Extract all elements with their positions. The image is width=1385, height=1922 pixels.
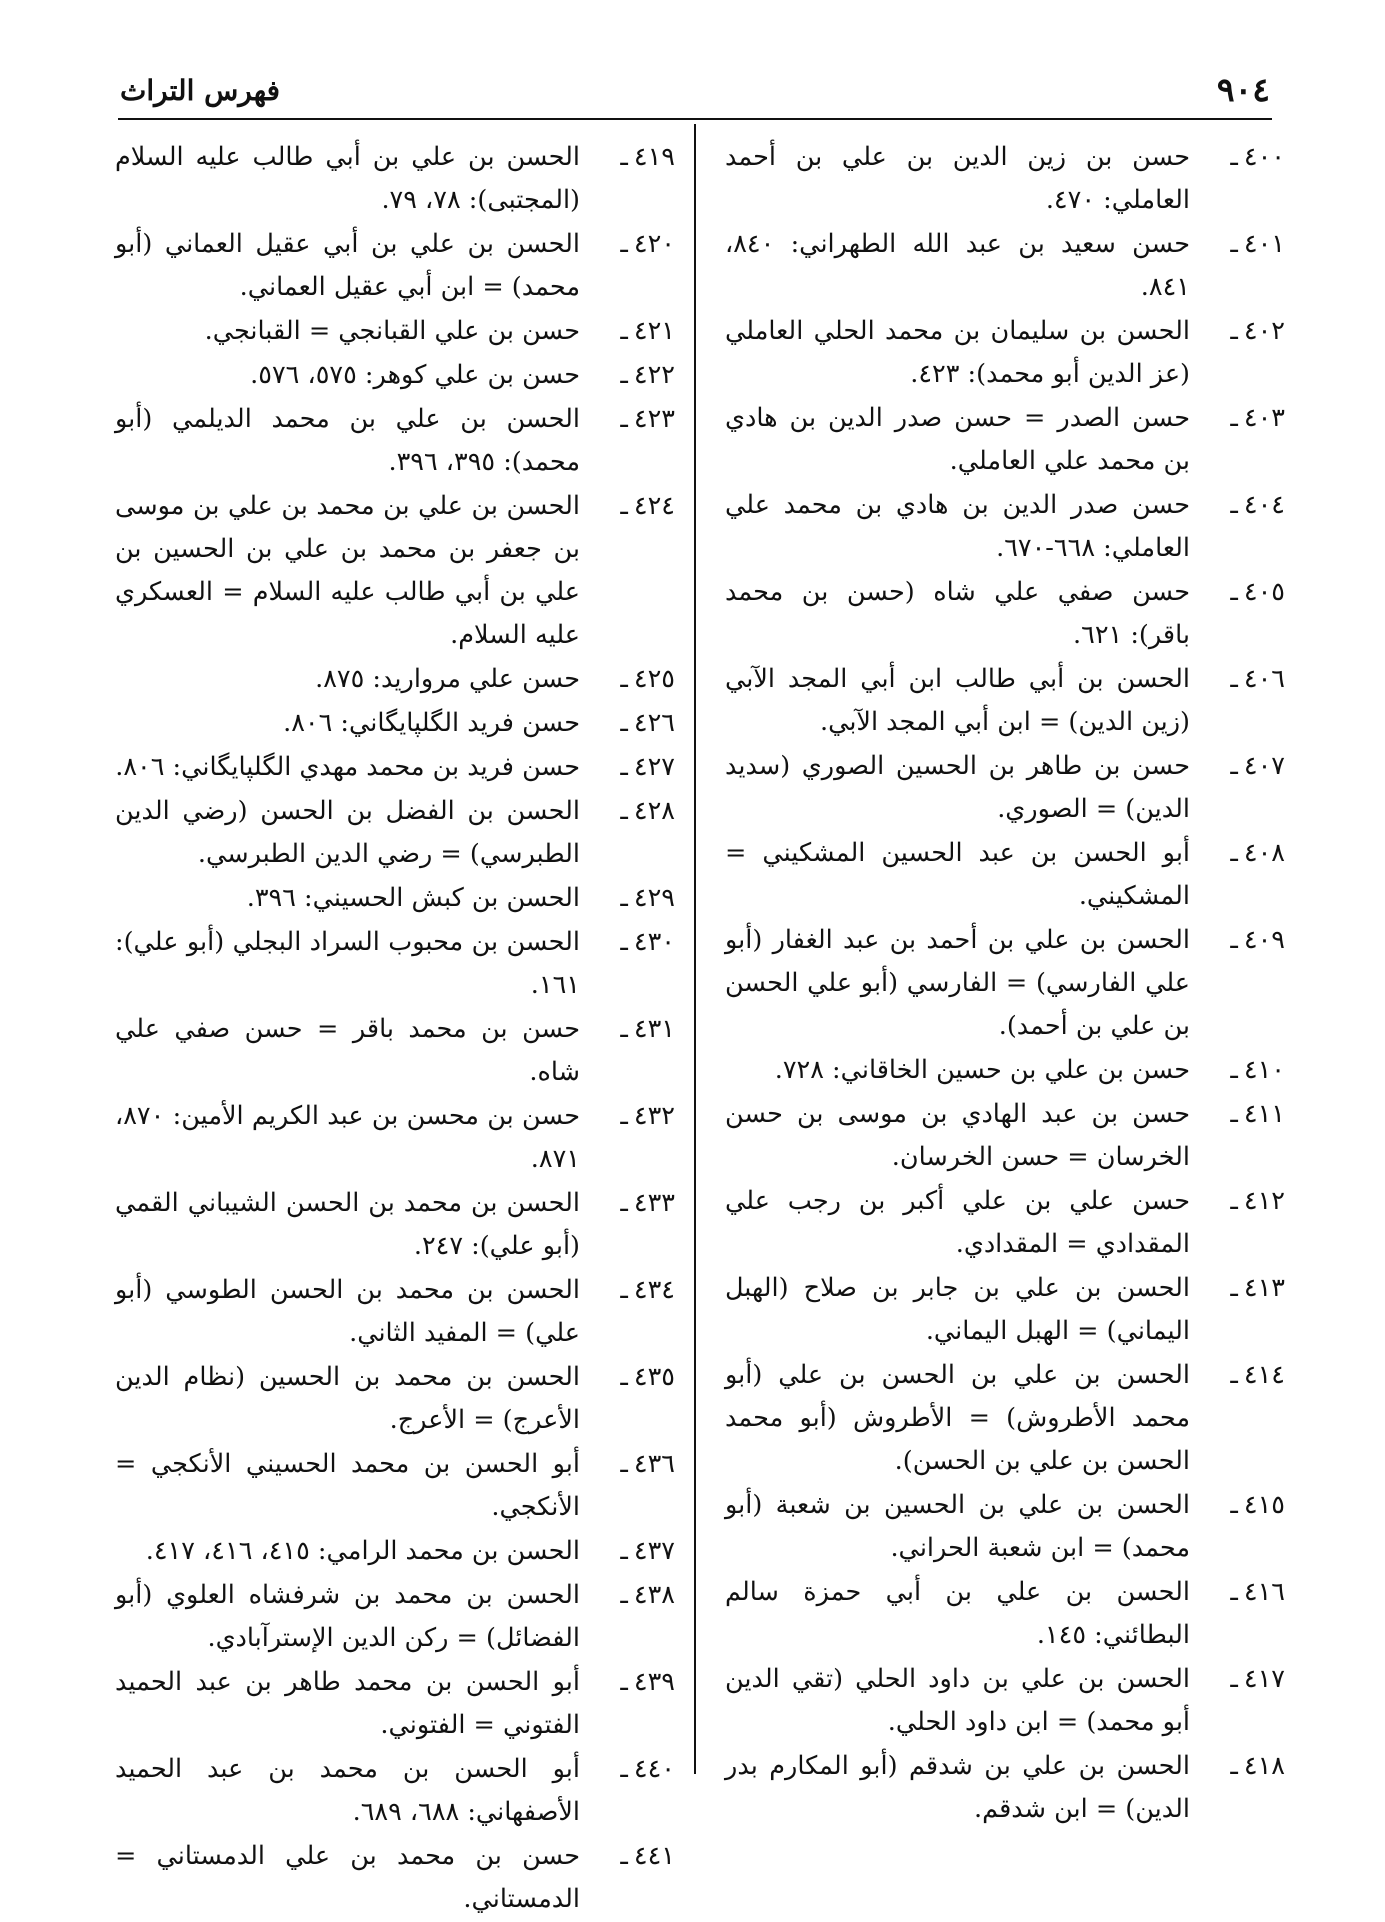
entry-dash: ـ	[1230, 664, 1238, 694]
entry-number	[585, 1269, 675, 1312]
entry-dash: ـ	[1230, 1055, 1238, 1085]
entry-number	[585, 1443, 675, 1486]
entry-number-value: ٤٣٠	[633, 927, 675, 957]
entry-number-value: ٤٤١	[633, 1841, 675, 1871]
index-entry	[115, 1835, 675, 1921]
entry-dash: ـ	[620, 1580, 628, 1610]
entry-dash: ـ	[620, 1667, 628, 1697]
entry-text: حسن بن علي كوهر: ٥٧٥، ٥٧٦.	[250, 360, 580, 390]
entry-number-value: ٤٢٢	[633, 360, 675, 390]
index-entry	[115, 1356, 675, 1442]
entry-text: الحسن بن علي بن محمد بن علي بن موسى بن جعفر بن محمد بن علي بن الحسين بن علي بن أبي طالب عليه السلام = العسكري عليه السلام.	[115, 491, 580, 650]
entry-number-value: ٤٢٠	[633, 229, 675, 259]
entry-dash: ـ	[620, 142, 628, 172]
entry-number-value: ٤٢٧	[633, 752, 675, 782]
index-entry	[115, 354, 675, 397]
entry-text: الحسن بن محمد بن الحسين (نظام الدين الأعرج) = الأعرج.	[115, 1362, 580, 1435]
index-entry	[115, 398, 675, 484]
entry-text: حسن سعيد بن عبد الله الطهراني: ٨٤٠، ٨٤١.	[725, 229, 1190, 302]
entry-number-value: ٤١١	[1243, 1099, 1285, 1129]
entry-text: الحسن بن سليمان بن محمد الحلي العاملي (عز الدين أبو محمد): ٤٢٣.	[725, 316, 1190, 389]
entry-number	[1195, 1571, 1285, 1614]
entry-dash: ـ	[1230, 403, 1238, 433]
index-entry	[725, 1049, 1285, 1092]
entry-dash: ـ	[1230, 142, 1238, 172]
entry-text: الحسن بن محبوب السراد البجلي (أبو علي): ١٦١.	[115, 927, 580, 1000]
entry-text: الحسن بن الفضل بن الحسن (رضي الدين الطبرسي) = رضي الدين الطبرسي.	[115, 796, 580, 869]
entry-number-value: ٤٣٤	[633, 1275, 675, 1305]
entry-dash: ـ	[1230, 1490, 1238, 1520]
entry-number-value: ٤٢٤	[633, 491, 675, 521]
entry-number	[585, 1748, 675, 1791]
entry-text: الحسن بن علي بن أبي حمزة سالم البطائني: ١٤٥.	[725, 1577, 1190, 1650]
entry-number	[1195, 484, 1285, 527]
index-entry	[725, 571, 1285, 657]
entry-text: الحسن بن علي بن الحسن بن علي (أبو محمد الأطروش) = الأطروش (أبو محمد الحسن بن علي بن الحسن).	[725, 1360, 1190, 1476]
index-entry	[115, 1574, 675, 1660]
index-entry	[725, 484, 1285, 570]
entry-dash: ـ	[1230, 229, 1238, 259]
index-entry	[725, 745, 1285, 831]
entry-number	[585, 1661, 675, 1704]
entry-number	[585, 790, 675, 833]
entry-text: أبو الحسن بن محمد الحسيني الأنكجي = الأنكجي.	[115, 1449, 580, 1522]
entry-text: الحسن بن علي بن أبي عقيل العماني (أبو محمد) = ابن أبي عقيل العماني.	[115, 229, 580, 302]
entry-number	[585, 921, 675, 964]
entry-number-value: ٤١٧	[1243, 1664, 1285, 1694]
entry-dash: ـ	[620, 1188, 628, 1218]
entry-number-value: ٤٢٩	[633, 883, 675, 913]
entry-dash: ـ	[620, 404, 628, 434]
entry-number-value: ٤٠٩	[1243, 925, 1285, 955]
entry-text: الحسن بن علي بن أبي طالب عليه السلام (المجتبى): ٧٨، ٧٩.	[115, 142, 580, 215]
page-number: ٩٠٤	[1216, 70, 1270, 109]
entry-dash: ـ	[1230, 1664, 1238, 1694]
index-entry	[115, 1269, 675, 1355]
entry-dash: ـ	[620, 927, 628, 957]
index-entry	[115, 1008, 675, 1094]
index-entry	[115, 921, 675, 1007]
entry-dash: ـ	[620, 1536, 628, 1566]
entry-number	[1195, 1180, 1285, 1223]
index-entry	[725, 1571, 1285, 1657]
entry-dash: ـ	[1230, 577, 1238, 607]
entry-number-value: ٤٣٦	[633, 1449, 675, 1479]
entry-dash: ـ	[1230, 751, 1238, 781]
entry-number-value: ٤٣٨	[633, 1580, 675, 1610]
entry-number-value: ٤١٦	[1243, 1577, 1285, 1607]
index-entry	[725, 397, 1285, 483]
entry-number	[1195, 1745, 1285, 1788]
entry-dash: ـ	[1230, 490, 1238, 520]
entry-number-value: ٤١٨	[1243, 1751, 1285, 1781]
entry-text: حسن بن علي القبانجي = القبانجي.	[204, 316, 580, 346]
entry-number-value: ٤١٢	[1243, 1186, 1285, 1216]
entry-dash: ـ	[620, 1101, 628, 1131]
entry-number-value: ٤٠٢	[1243, 316, 1285, 346]
entry-text: حسن بن علي بن حسين الخاقاني: ٧٢٨.	[774, 1055, 1190, 1085]
entry-text: الحسن بن محمد الرامي: ٤١٥، ٤١٦، ٤١٧.	[145, 1536, 580, 1566]
entry-text: الحسن بن علي بن الحسين بن شعبة (أبو محمد) = ابن شعبة الحراني.	[725, 1490, 1190, 1563]
entry-number-value: ٤٠٨	[1243, 838, 1285, 868]
entry-dash: ـ	[1230, 1099, 1238, 1129]
index-entry	[725, 1658, 1285, 1744]
entry-number	[585, 223, 675, 266]
entry-dash: ـ	[1230, 1360, 1238, 1390]
entry-dash: ـ	[1230, 838, 1238, 868]
entry-dash: ـ	[1230, 1186, 1238, 1216]
entry-text: الحسن بن علي بن جابر بن صلاح (الهبل اليماني) = الهبل اليماني.	[725, 1273, 1190, 1346]
entry-text: حسن بن محمد بن علي الدمستاني = الدمستاني.	[115, 1841, 580, 1914]
index-entry	[725, 832, 1285, 918]
entry-number	[585, 702, 675, 745]
entry-text: أبو الحسن بن محمد طاهر بن عبد الحميد الفتوني = الفتوني.	[115, 1667, 580, 1740]
index-entry	[115, 1748, 675, 1834]
index-entry	[115, 1443, 675, 1529]
index-entry	[725, 1267, 1285, 1353]
entry-dash: ـ	[620, 316, 628, 346]
entry-dash: ـ	[620, 708, 628, 738]
entry-text: الحسن بن أبي طالب ابن أبي المجد الآبي (زين الدين) = ابن أبي المجد الآبي.	[725, 664, 1190, 737]
index-entry	[115, 702, 675, 745]
entry-number	[585, 1574, 675, 1617]
index-entry	[725, 658, 1285, 744]
entry-text: حسن بن محسن بن عبد الكريم الأمين: ٨٧٠، ٨٧١.	[115, 1101, 580, 1174]
left-column	[115, 136, 675, 1922]
entry-dash: ـ	[1230, 316, 1238, 346]
entry-number-value: ٤٣٢	[633, 1101, 675, 1131]
index-entry	[115, 790, 675, 876]
entry-dash: ـ	[620, 1754, 628, 1784]
entry-number	[585, 1835, 675, 1878]
entry-number	[585, 1095, 675, 1138]
entry-number-value: ٤٤٠	[633, 1754, 675, 1784]
entry-dash: ـ	[620, 1014, 628, 1044]
entry-text: الحسن بن كبش الحسيني: ٣٩٦.	[246, 883, 580, 913]
entry-text: حسن بن زين الدين بن علي بن أحمد العاملي: ٤٧٠.	[725, 142, 1190, 215]
entry-number	[585, 1530, 675, 1573]
entry-number-value: ٤٣١	[633, 1014, 675, 1044]
entry-number-value: ٤٠١	[1243, 229, 1285, 259]
entry-number	[1195, 1484, 1285, 1527]
entry-text: الحسن بن علي بن أحمد بن عبد الغفار (أبو علي الفارسي) = الفارسي (أبو علي الحسن بن علي بن أحمد).	[725, 925, 1190, 1041]
entry-number	[1195, 397, 1285, 440]
index-entry	[115, 1661, 675, 1747]
index-entry	[115, 310, 675, 353]
index-entry	[115, 877, 675, 920]
entry-number-value: ٤٣٩	[633, 1667, 675, 1697]
entry-text: حسن صفي علي شاه (حسن بن محمد باقر): ٦٢١.	[725, 577, 1190, 650]
entry-dash: ـ	[1230, 1273, 1238, 1303]
index-entry	[115, 746, 675, 789]
header-rule	[118, 118, 1272, 120]
entry-dash: ـ	[620, 752, 628, 782]
entry-dash: ـ	[620, 360, 628, 390]
entry-number-value: ٤٠٤	[1243, 490, 1285, 520]
entry-number	[585, 658, 675, 701]
entry-text: حسن فريد بن محمد مهدي الگلپايگاني: ٨٠٦.	[115, 752, 580, 782]
entry-text: أبو الحسن بن عبد الحسين المشكيني = المشكيني.	[725, 838, 1190, 911]
entry-text: حسن بن طاهر بن الحسين الصوري (سديد الدين) = الصوري.	[725, 751, 1190, 824]
entry-number	[585, 485, 675, 528]
right-column	[725, 136, 1285, 1832]
entry-number	[1195, 1093, 1285, 1136]
entry-number	[1195, 223, 1285, 266]
entry-number-value: ٤١٣	[1243, 1273, 1285, 1303]
entry-text: الحسن بن علي بن شدقم (أبو المكارم بدر الدين) = ابن شدقم.	[725, 1751, 1190, 1824]
entry-text: الحسن بن محمد بن الحسن الشيباني القمي (أبو علي): ٢٤٧.	[115, 1188, 580, 1261]
entry-number	[585, 877, 675, 920]
entry-number	[1195, 919, 1285, 962]
entry-number-value: ٤١٩	[633, 142, 675, 172]
entry-dash: ـ	[620, 1362, 628, 1392]
entry-number	[585, 398, 675, 441]
entry-number-value: ٤١٤	[1243, 1360, 1285, 1390]
entry-number	[585, 310, 675, 353]
index-entry	[725, 1093, 1285, 1179]
index-entry	[115, 1530, 675, 1573]
entry-number	[1195, 745, 1285, 788]
index-entry	[725, 1484, 1285, 1570]
entry-number	[585, 1182, 675, 1225]
entry-text: الحسن بن علي بن محمد الديلمي (أبو محمد): ٣٩٥، ٣٩٦.	[115, 404, 580, 477]
entry-number	[585, 1356, 675, 1399]
entry-dash: ـ	[620, 229, 628, 259]
index-entry	[725, 919, 1285, 1048]
index-entry	[725, 310, 1285, 396]
entry-text: حسن بن عبد الهادي بن موسى بن حسن الخرسان = حسن الخرسان.	[725, 1099, 1190, 1172]
entry-text: حسن صدر الدين بن هادي بن محمد علي العاملي: ٦٦٨-٦٧٠.	[725, 490, 1190, 563]
entry-number-value: ٤١٥	[1243, 1490, 1285, 1520]
entry-number	[1195, 832, 1285, 875]
entry-number	[1195, 1267, 1285, 1310]
entry-text: الحسن بن علي بن داود الحلي (تقي الدين أبو محمد) = ابن داود الحلي.	[725, 1664, 1190, 1737]
index-entry	[115, 658, 675, 701]
entry-text: الحسن بن محمد بن شرفشاه العلوي (أبو الفضائل) = ركن الدين الإسترآبادي.	[115, 1580, 580, 1653]
entry-dash: ـ	[620, 1841, 628, 1871]
entry-number	[585, 746, 675, 789]
entry-number	[1195, 1049, 1285, 1092]
column-divider	[694, 124, 696, 1774]
index-entry	[115, 136, 675, 222]
running-title: فهرس التراث	[120, 74, 281, 107]
entry-number-value: ٤٠٧	[1243, 751, 1285, 781]
entry-number-value: ٤٠٥	[1243, 577, 1285, 607]
entry-number-value: ٤٠٣	[1243, 403, 1285, 433]
entry-number-value: ٤٢٦	[633, 708, 675, 738]
index-entry	[115, 223, 675, 309]
entry-number-value: ٤٢٣	[633, 404, 675, 434]
entry-number-value: ٤٢٥	[633, 664, 675, 694]
entry-number	[1195, 571, 1285, 614]
entry-number-value: ٤٢٨	[633, 796, 675, 826]
entry-number-value: ٤٣٣	[633, 1188, 675, 1218]
entry-number	[1195, 1658, 1285, 1701]
entry-number	[1195, 136, 1285, 179]
entry-dash: ـ	[620, 796, 628, 826]
entry-number-value: ٤٣٥	[633, 1362, 675, 1392]
entry-number-value: ٤٠٦	[1243, 664, 1285, 694]
index-entry	[115, 1095, 675, 1181]
entry-number	[585, 136, 675, 179]
index-entry	[725, 223, 1285, 309]
entry-dash: ـ	[1230, 925, 1238, 955]
entry-text: حسن بن محمد باقر = حسن صفي علي شاه.	[115, 1014, 580, 1087]
entry-text: حسن علي بن علي أكبر بن رجب علي المقدادي = المقدادي.	[725, 1186, 1190, 1259]
index-entry	[725, 1354, 1285, 1483]
entry-dash: ـ	[1230, 1577, 1238, 1607]
entry-dash: ـ	[1230, 1751, 1238, 1781]
page-header	[120, 70, 1270, 118]
entry-dash: ـ	[620, 1275, 628, 1305]
entry-text: الحسن بن محمد بن الحسن الطوسي (أبو علي) = المفيد الثاني.	[115, 1275, 580, 1348]
index-entry	[725, 1745, 1285, 1831]
entry-number-value: ٤٢١	[633, 316, 675, 346]
entry-number-value: ٤١٠	[1243, 1055, 1285, 1085]
entry-text: حسن علي مرواريد: ٨٧٥.	[315, 664, 580, 694]
entry-number	[1195, 658, 1285, 701]
entry-dash: ـ	[620, 664, 628, 694]
index-entry	[725, 136, 1285, 222]
entry-number	[1195, 1354, 1285, 1397]
entry-text: حسن الصدر = حسن صدر الدين بن هادي بن محمد علي العاملي.	[725, 403, 1190, 476]
entry-text: حسن فريد الگلپايگاني: ٨٠٦.	[283, 708, 580, 738]
entry-dash: ـ	[620, 883, 628, 913]
index-entry	[115, 1182, 675, 1268]
index-entry	[115, 485, 675, 657]
entry-dash: ـ	[620, 1449, 628, 1479]
entry-number	[585, 354, 675, 397]
entry-text: أبو الحسن بن محمد بن عبد الحميد الأصفهاني: ٦٨٨، ٦٨٩.	[115, 1754, 580, 1827]
entry-number-value: ٤٠٠	[1243, 142, 1285, 172]
entry-number	[1195, 310, 1285, 353]
entry-number-value: ٤٣٧	[633, 1536, 675, 1566]
entry-number	[585, 1008, 675, 1051]
entry-dash: ـ	[620, 491, 628, 521]
index-entry	[725, 1180, 1285, 1266]
